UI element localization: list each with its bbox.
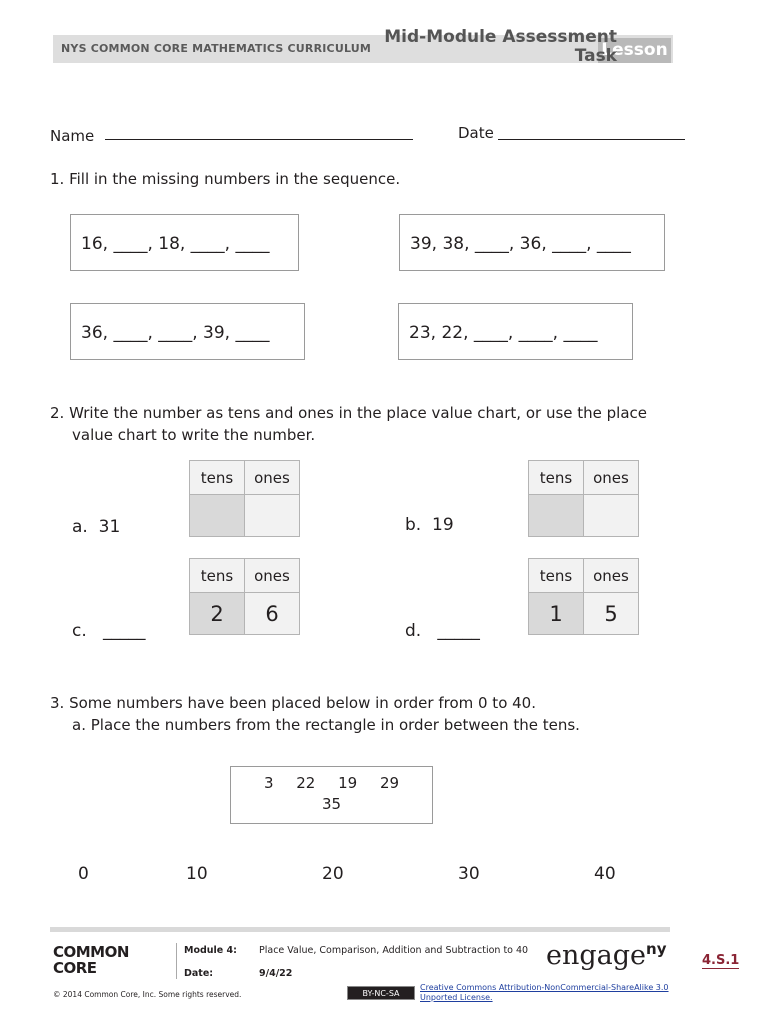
ones-cell[interactable] (245, 495, 300, 537)
license-link[interactable]: Creative Commons Attribution-NonCommercial-ShareAlike 3.0 Unported License. (420, 983, 669, 1002)
date-label-footer: Date: (184, 968, 214, 979)
tens-header: tens (529, 461, 584, 495)
tens-cell[interactable] (190, 495, 245, 537)
item-a: a. 31 (72, 517, 121, 537)
q3-prompt: 3. Some numbers have been placed below in order from 0 to 40. a. Place the numbers from the rectangle in order between the tens. (50, 694, 580, 734)
item-b: b. 19 (405, 515, 454, 535)
number-box-row: 3 22 19 29 (263, 774, 400, 792)
q1-prompt: 1. Fill in the missing numbers in the sequence. (50, 170, 401, 188)
name-line[interactable] (105, 139, 413, 140)
ones-header: ones (584, 461, 639, 495)
place-value-chart-b (528, 460, 639, 537)
tens-cell: 2 (190, 593, 245, 635)
footer-divider (176, 943, 177, 979)
answer-blank[interactable]: _____ (437, 621, 480, 641)
sequence-box[interactable]: 16, ____, 18, ____, ____ (70, 214, 299, 271)
q2-prompt: 2. Write the number as tens and ones in the place value chart, or use the place value chart to write the number. (50, 404, 647, 444)
tens-cell[interactable] (529, 495, 584, 537)
ones-header: ones (245, 559, 300, 593)
sequence-box[interactable]: 39, 38, ____, 36, ____, ____ (399, 214, 665, 271)
number-box (230, 766, 433, 824)
place-value-chart-a (189, 460, 300, 537)
item-d: d. _____ (405, 621, 480, 641)
engageny-logo: engage$^{ny}$ (546, 940, 667, 971)
ones-header: ones (584, 559, 639, 593)
number-line-tick: 30 (458, 864, 480, 884)
place-value-chart-d (528, 558, 639, 635)
item-c: c. _____ (72, 621, 146, 641)
sequence-box[interactable]: 36, ____, ____, 39, ____ (70, 303, 305, 360)
page-code: 4.S.1 (702, 953, 740, 968)
answer-blank[interactable]: _____ (102, 621, 146, 641)
copyright: © 2014 Common Core, Inc. Some rights reserved. (53, 990, 242, 999)
ones-cell: 5 (584, 593, 639, 635)
footer-bar (50, 927, 670, 932)
tens-cell: 1 (529, 593, 584, 635)
module-text: Place Value, Comparison, Addition and Subtraction to 40 (259, 945, 529, 956)
number-line-tick: 10 (186, 864, 208, 884)
curriculum-title: NYS COMMON CORE MATHEMATICS CURRICULUM (61, 42, 372, 55)
name-label: Name (50, 127, 95, 145)
number-box-row: 35 (321, 795, 342, 813)
number-line-tick: 20 (322, 864, 344, 884)
lesson-tag: Lesson (598, 38, 671, 63)
place-value-chart-c (189, 558, 300, 635)
ones-header: ones (245, 461, 300, 495)
cc-license-badge: BY-NC-SA (347, 986, 415, 1000)
date-line[interactable] (498, 139, 685, 140)
ones-cell[interactable] (584, 495, 639, 537)
tens-header: tens (529, 559, 584, 593)
number-line-tick: 40 (594, 864, 616, 884)
ones-cell: 6 (245, 593, 300, 635)
module-label: Module 4: (184, 945, 237, 956)
date-label: Date (458, 124, 494, 142)
tens-header: tens (190, 461, 245, 495)
assessment-title: Mid-Module Assessment Task (384, 27, 617, 66)
date-value: 9/4/22 (259, 968, 293, 979)
tens-header: tens (190, 559, 245, 593)
common-core-logo: COMMON CORE (53, 943, 129, 977)
number-line-tick: 0 (78, 864, 89, 884)
sequence-box[interactable]: 23, 22, ____, ____, ____ (398, 303, 633, 360)
